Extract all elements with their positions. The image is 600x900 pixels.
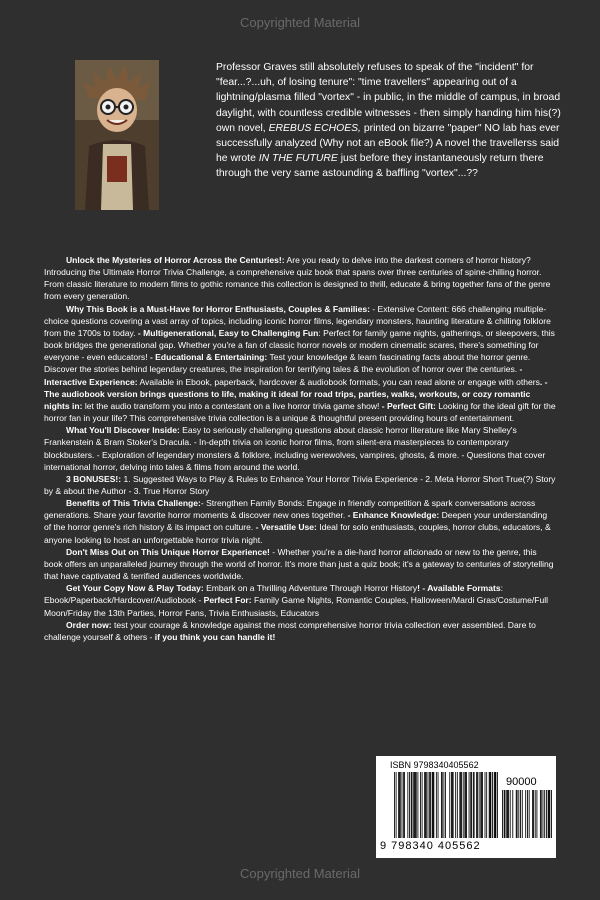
barcode-bar — [445, 772, 446, 838]
barcode-bar — [506, 790, 507, 838]
barcode-bar — [417, 772, 418, 838]
barcode-bar — [495, 772, 496, 838]
book-title-erebus-echoes: EREBUS ECHOES, — [268, 122, 361, 134]
barcode-bar — [482, 772, 483, 838]
text-perfect-for: Family Game Nights, Romantic Couples, Halloween/Mardi Gras/Costume/Full Moon/Friday the 13th Parties, Horror Fans, Trivia Enthusiasts, Educators — [44, 595, 549, 618]
barcode-bar — [541, 790, 542, 838]
heading-unlock-mysteries: Unlock the Mysteries of Horror Across the Centuries!: — [66, 255, 285, 265]
barcode-bar — [485, 772, 486, 838]
barcode-bar — [549, 790, 550, 838]
barcode-bar — [402, 772, 403, 838]
barcode-bar — [460, 772, 461, 838]
text-available-formats: : Ebook/Paperback/Hardcover/Audiobook - — [44, 583, 503, 606]
barcode-bar — [443, 772, 444, 838]
barcode-bar — [425, 772, 426, 838]
barcode-bar — [529, 790, 530, 838]
barcode-bar — [424, 772, 425, 838]
phrase-in-the-future: IN THE FUTURE — [258, 153, 338, 165]
barcode-bar — [507, 790, 508, 838]
barcode-bar — [428, 772, 429, 838]
text-audiobook: let the audio transform you into a contestant on a live horror trivia game show! — [82, 400, 382, 411]
barcode-bar — [415, 772, 416, 838]
barcode-bar — [459, 772, 460, 838]
text-benefits: - Strengthen Family Bonds: Engage in friendly competition & spark conversations across generations. Share your favorite horror moments & discover new ones together. — [44, 498, 536, 521]
barcode-bar — [420, 772, 421, 838]
heading-what-discover: What You'll Discover Inside: — [66, 425, 180, 436]
barcode-bar — [400, 772, 401, 838]
barcode-bar — [532, 790, 533, 838]
barcode-bar — [549, 790, 550, 838]
barcode-bar — [432, 772, 433, 838]
barcode-bar — [494, 772, 495, 838]
heading-interactive: - Interactive Experience: — [44, 364, 523, 387]
barcode-bar — [517, 790, 518, 838]
heading-versatile-use: - Versatile Use: — [255, 522, 317, 533]
barcode-bar — [508, 790, 509, 838]
text-bonuses: 1. Suggested Ways to Play & Rules to Enhance Your Horror Trivia Experience - 2. Meta Horror Short True(?) Story by & about the Author - 3. True Horror Story — [44, 473, 556, 496]
barcode-bar — [548, 790, 549, 838]
paragraph-benefits — [44, 497, 556, 546]
barcode-bar — [512, 790, 513, 838]
barcode-bar — [516, 790, 517, 838]
addon-barcode-bars — [502, 790, 552, 840]
barcode-bar — [416, 772, 417, 838]
barcode-bar — [414, 772, 415, 838]
heading-benefits: Benefits of This Trivia Challenge: — [66, 498, 201, 509]
barcode-bar — [546, 790, 547, 838]
barcode-bar — [442, 772, 443, 838]
barcode-bar — [492, 772, 493, 838]
barcode-bar — [525, 790, 526, 838]
barcode-bar — [497, 772, 498, 838]
barcode-bar — [504, 790, 505, 838]
barcode-bar — [461, 772, 462, 838]
barcode-bar — [436, 772, 437, 838]
text-versatile-use: Ideal for solo enthusiasts, couples, horror clubs, educators, & anyone looking to host an unforgettable horror trivia night. — [44, 522, 551, 545]
barcode-bar — [469, 772, 470, 838]
closing-tagline: if you think you can handle it! — [154, 631, 276, 642]
heading-why-must-have: Why This Book is a Must-Have for Horror Enthusiasts, Couples & Families: — [66, 303, 370, 314]
paragraph-what-discover — [44, 424, 556, 473]
barcode-bar — [404, 772, 405, 838]
barcode-bar — [495, 772, 496, 838]
barcode-bar — [430, 772, 431, 838]
text-get-copy: Embark on a Thrilling Adventure Through Horror History — [203, 583, 418, 594]
barcode-bar — [412, 772, 413, 838]
barcode-bar — [452, 772, 453, 838]
heading-audiobook: . - The audiobook version brings questions to life, making it ideal for road trips, parties, walks, workouts, or cozy romantic nights in: — [44, 376, 548, 411]
barcode-bar — [398, 772, 399, 838]
barcode-bar — [480, 772, 481, 838]
barcode-bar — [403, 772, 404, 838]
barcode-bar — [464, 772, 465, 838]
heading-available-formats: ! - Available Formats — [417, 583, 501, 594]
barcode-bar — [471, 772, 472, 838]
paragraph-why-must-have — [44, 303, 556, 425]
text-interactive: Available in Ebook, paperback, hardcover & audiobook formats, you can read alone or engage with others — [137, 376, 540, 387]
text-unlock-mysteries: Are you ready to delve into the darkest corners of horror history? Introducing the Ultimate Horror Trivia Challenge, a comprehensive quiz book that spans over three centuries of spine-chilling horror. From classic literature to modern films to gothic romance this collection is designed to thrill, educate & bring together fans of the genre from every generation. — [44, 255, 551, 302]
barcode-bar — [520, 790, 521, 838]
barcode-bar — [457, 772, 458, 838]
heading-order-now: Order now: — [66, 619, 112, 630]
barcode-bar — [490, 772, 491, 838]
barcode-bar — [544, 790, 545, 838]
heading-get-copy: Get Your Copy Now & Play Today: — [66, 583, 204, 594]
barcode-bar — [449, 772, 450, 838]
paragraph-order-now — [44, 619, 556, 643]
barcode-bar — [433, 772, 434, 838]
barcode-bar — [411, 772, 412, 838]
paragraph-bonuses — [44, 473, 556, 497]
barcode-bar — [413, 772, 414, 838]
barcode-bar — [476, 772, 477, 838]
barcode-bar — [505, 790, 506, 838]
barcode-bar — [470, 772, 471, 838]
text-order-now: test your courage & knowledge against the most comprehensive horror trivia collection ever assembled. Dare to challenge yourself & others - — [44, 619, 536, 642]
barcode-bar — [489, 772, 490, 838]
barcode-bar — [536, 790, 537, 838]
barcode-bar — [438, 772, 439, 838]
copyright-watermark-top: Copyrighted Material — [240, 15, 360, 30]
text-extensive-content: - Extensive Content: 666 challenging multiple-choice questions covering a vast array of topics, including iconic horror films, legendary monsters, haunting literature & chilling folklore from the 1700s to today. — [44, 303, 551, 338]
heading-perfect-gift: - Perfect Gift: — [381, 400, 436, 411]
barcode-bar — [466, 772, 467, 838]
intro-text-1: Professor Graves still absolutely refuses to speak of the "incident" for "fear...?...uh, of losing tenure": "time travellers" appearing out of a lightning/plasma filled "vortex" - in public, in the middle of campus, in broad daylight, with countless credible witnesses - then simply handing him his(?) own novel, — [216, 62, 561, 134]
barcode-bar — [451, 772, 452, 838]
copyright-watermark-bottom: Copyrighted Material — [240, 866, 360, 881]
barcode-bar — [481, 772, 482, 838]
barcode-bar — [540, 790, 541, 838]
barcode-bar — [429, 772, 430, 838]
price-code: 90000 — [506, 776, 537, 788]
barcode-bars — [394, 772, 498, 840]
barcode-bar — [463, 772, 464, 838]
heading-dont-miss: Don't Miss Out on This Unique Horror Experience! — [66, 546, 270, 557]
barcode-bar — [394, 772, 395, 838]
barcode-bar — [522, 790, 523, 838]
barcode-bar — [535, 790, 536, 838]
intro-text-2: printed on bizarre "paper" NO lab has ever successfully analyzed (Why not an eBook file?) A novel the travellerss said he wrote — [216, 122, 560, 165]
barcode-bar — [433, 772, 434, 838]
heading-bonuses: 3 BONUSES!: — [66, 473, 122, 484]
barcode-bar — [479, 772, 480, 838]
barcode-bar — [490, 772, 491, 838]
barcode-bar — [473, 772, 474, 838]
heading-perfect-for: Perfect For: — [203, 595, 252, 606]
description-body — [44, 254, 556, 643]
heading-multigenerational: - Multigenerational, Easy to Challenging Fun — [137, 327, 319, 338]
isbn-barcode — [376, 756, 556, 858]
barcode-bar — [510, 790, 511, 838]
barcode-bar — [486, 772, 487, 838]
paragraph-unlock-mysteries — [44, 254, 556, 303]
isbn-label: ISBN 9798340405562 — [390, 760, 479, 770]
author-portrait-image — [75, 60, 159, 210]
barcode-bar — [422, 772, 423, 838]
barcode-bar — [407, 772, 408, 838]
heading-enhance-knowledge: - Enhance Knowledge: — [347, 510, 440, 521]
barcode-bar — [533, 790, 534, 838]
barcode-bar — [453, 772, 454, 838]
barcode-bar — [441, 772, 442, 838]
text-perfect-gift: Looking for the ideal gift for the horror fan in your life? This comprehensive trivia collection is a unique & thoughtful present providing hours of entertainment. — [44, 400, 556, 424]
intro-paragraph — [216, 60, 564, 182]
text-enhance-knowledge: Deepen your understanding of the horror genre's rich history & its impact on culture. — [44, 510, 548, 533]
barcode-bar — [396, 772, 397, 838]
barcode-bar — [426, 772, 427, 838]
barcode-bar — [543, 790, 544, 838]
barcode-bar — [518, 790, 519, 838]
barcode-bar — [527, 790, 528, 838]
barcode-bar — [502, 790, 503, 838]
barcode-bar — [477, 772, 478, 838]
barcode-bar — [465, 772, 466, 838]
barcode-bar — [409, 772, 410, 838]
barcode-bar — [399, 772, 400, 838]
text-what-discover: Easy to seriously challenging questions about classic horror literature like Mary Shelley's Frankenstein & Bram Stoker's Dracula. - In-depth trivia on iconic horror films, from silent-era masterpieces to contemporary blockbusters. - Exploration of legendary monsters & folklore, including werewolves, vampires, ghosts, & more. - Questions that cover international horror, delving into tales & films from around the world. — [44, 425, 546, 472]
barcode-bar — [551, 790, 552, 838]
text-multigenerational: : Perfect for family game nights, gatherings, or sleepovers, this book bridges the generational gap. Whether you're a fan of classic horror novels or modern cinematic scares, there's something for everyone - even educators! — [44, 327, 555, 363]
paragraph-dont-miss — [44, 546, 556, 582]
text-educational: Test your knowledge & learn fascinating facts about the horror genre. Discover the stories behind legendary creatures, the inspiration for terrifying tales & the evolution of horror over the centuries. — [44, 352, 531, 375]
text-dont-miss: - Whether you're a die-hard horror aficionado or new to the genre, this book offers an unparalleled journey through the world of horror. It's more than just a quiz book; it's a gateway to centuries of storytelling that have captivated & terrified audiences worldwide. — [44, 546, 554, 582]
barcode-bar — [474, 772, 475, 838]
intro-text-3: just before they instantaneously return there through the very same astounding & baffling "vortex"...?? — [216, 153, 544, 180]
barcode-digits: 9 798340 405562 — [380, 840, 481, 852]
paragraph-get-copy — [44, 582, 556, 618]
barcode-bar — [455, 772, 456, 838]
heading-educational: - Educational & Entertaining: — [149, 352, 268, 363]
